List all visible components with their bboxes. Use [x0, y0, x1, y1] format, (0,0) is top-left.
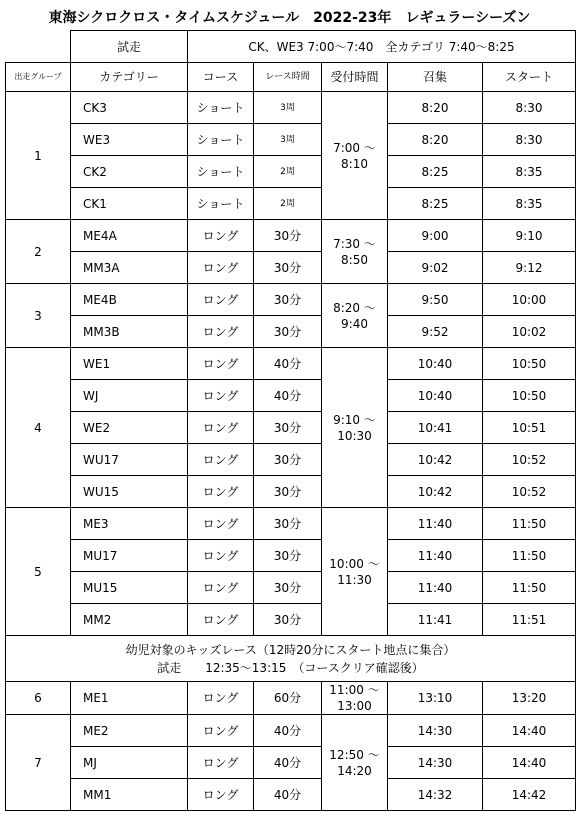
- start-time-cell: 11:51: [483, 604, 576, 636]
- category-cell: WE3: [71, 124, 188, 156]
- race-time-cell: 40分: [254, 348, 322, 380]
- call-time-cell: 11:40: [388, 572, 483, 604]
- course-cell: ロング: [188, 747, 254, 779]
- category-cell: MU15: [71, 572, 188, 604]
- start-time-cell: 14:42: [483, 779, 576, 811]
- reception-from: 12:50 ～: [329, 747, 380, 762]
- category-cell: WE2: [71, 412, 188, 444]
- call-time-cell: 14:30: [388, 715, 483, 747]
- race-time-cell: 3周: [254, 124, 322, 156]
- call-time-cell: 10:42: [388, 444, 483, 476]
- kids-race-line-2: 試走 12:35～13:15 （コースクリア確認後）: [157, 660, 424, 675]
- start-time-cell: 10:02: [483, 316, 576, 348]
- table-row: [6, 220, 576, 252]
- table-row: [6, 124, 576, 156]
- category-cell: ME4B: [71, 284, 188, 316]
- start-time-cell: 11:50: [483, 540, 576, 572]
- course-cell: ショート: [188, 124, 254, 156]
- course-cell: ロング: [188, 682, 254, 715]
- header-category: カテゴリー: [71, 63, 188, 92]
- course-cell: ロング: [188, 220, 254, 252]
- reception-to: 13:00: [337, 699, 372, 713]
- course-cell: ショート: [188, 188, 254, 220]
- start-time-cell: 8:35: [483, 188, 576, 220]
- race-time-cell: 40分: [254, 779, 322, 811]
- start-time-cell: 14:40: [483, 747, 576, 779]
- table-row: [6, 252, 576, 284]
- race-time-cell: 60分: [254, 682, 322, 715]
- course-cell: ロング: [188, 348, 254, 380]
- group-number: 5: [6, 508, 71, 636]
- start-time-cell: 10:00: [483, 284, 576, 316]
- start-time-cell: 10:50: [483, 380, 576, 412]
- race-time-cell: 30分: [254, 284, 322, 316]
- call-time-cell: 10:42: [388, 476, 483, 508]
- table-row: [6, 715, 576, 747]
- race-time-cell: 30分: [254, 316, 322, 348]
- table-row: [6, 348, 576, 380]
- reception-from: 7:30 ～: [333, 236, 376, 251]
- course-cell: ショート: [188, 156, 254, 188]
- reception-from: 8:20 ～: [333, 300, 376, 315]
- category-cell: WU17: [71, 444, 188, 476]
- start-time-cell: 8:30: [483, 124, 576, 156]
- table-row: [6, 156, 576, 188]
- category-cell: MM1: [71, 779, 188, 811]
- call-time-cell: 11:40: [388, 540, 483, 572]
- call-time-cell: 11:40: [388, 508, 483, 540]
- category-cell: CK1: [71, 188, 188, 220]
- call-time-cell: 8:25: [388, 156, 483, 188]
- category-cell: ME4A: [71, 220, 188, 252]
- course-cell: ロング: [188, 284, 254, 316]
- start-time-cell: 10:50: [483, 348, 576, 380]
- race-time-cell: 30分: [254, 444, 322, 476]
- table-row: [6, 284, 576, 316]
- course-cell: ロング: [188, 715, 254, 747]
- course-cell: ロング: [188, 572, 254, 604]
- category-cell: ME2: [71, 715, 188, 747]
- call-time-cell: 9:50: [388, 284, 483, 316]
- group-number: 7: [6, 715, 71, 811]
- course-cell: ロング: [188, 604, 254, 636]
- course-cell: ロング: [188, 779, 254, 811]
- category-cell: ME3: [71, 508, 188, 540]
- start-time-cell: 11:50: [483, 508, 576, 540]
- course-cell: ロング: [188, 380, 254, 412]
- schedule-table: [5, 30, 576, 811]
- kids-race-line-1: 幼児対象のキッズレース（12時20分にスタート地点に集合）: [125, 642, 456, 657]
- header-row: [6, 63, 576, 92]
- group-number: 6: [6, 682, 71, 715]
- start-time-cell: 10:52: [483, 476, 576, 508]
- call-time-cell: 14:32: [388, 779, 483, 811]
- category-cell: MM3A: [71, 252, 188, 284]
- call-time-cell: 9:02: [388, 252, 483, 284]
- start-time-cell: 9:12: [483, 252, 576, 284]
- category-cell: MJ: [71, 747, 188, 779]
- course-cell: ロング: [188, 508, 254, 540]
- category-cell: MM3B: [71, 316, 188, 348]
- start-time-cell: 8:30: [483, 92, 576, 124]
- course-cell: ロング: [188, 540, 254, 572]
- table-row: [6, 779, 576, 811]
- group-number: 4: [6, 348, 71, 508]
- course-cell: ロング: [188, 252, 254, 284]
- start-time-cell: 10:51: [483, 412, 576, 444]
- reception-cell: [322, 508, 388, 636]
- header-call: 召集: [388, 63, 483, 92]
- reception-from: 9:10 ～: [333, 412, 376, 427]
- table-row: [6, 604, 576, 636]
- header-course: コース: [188, 63, 254, 92]
- category-cell: MM2: [71, 604, 188, 636]
- course-cell: ロング: [188, 476, 254, 508]
- table-row: [6, 476, 576, 508]
- course-cell: ロング: [188, 412, 254, 444]
- race-time-cell: 2周: [254, 156, 322, 188]
- race-time-cell: 30分: [254, 572, 322, 604]
- race-time-cell: 30分: [254, 508, 322, 540]
- reception-to: 9:40: [341, 316, 368, 331]
- start-time-cell: 9:10: [483, 220, 576, 252]
- table-row: [6, 747, 576, 779]
- call-time-cell: 13:10: [388, 682, 483, 715]
- reception-cell: [322, 682, 388, 715]
- call-time-cell: 14:30: [388, 747, 483, 779]
- header-group: 出走グループ: [6, 63, 71, 92]
- category-cell: MU17: [71, 540, 188, 572]
- race-time-cell: 2周: [254, 188, 322, 220]
- start-time-cell: 11:50: [483, 572, 576, 604]
- table-row: [6, 412, 576, 444]
- header-start: スタート: [483, 63, 576, 92]
- course-cell: ロング: [188, 444, 254, 476]
- start-time-cell: 14:40: [483, 715, 576, 747]
- call-time-cell: 9:52: [388, 316, 483, 348]
- reception-to: 8:50: [341, 252, 368, 267]
- call-time-cell: 8:20: [388, 124, 483, 156]
- table-row: [6, 316, 576, 348]
- category-cell: CK2: [71, 156, 188, 188]
- category-cell: WJ: [71, 380, 188, 412]
- table-row: [6, 92, 576, 124]
- reception-to: 10:30: [337, 428, 372, 443]
- course-cell: ショート: [188, 92, 254, 124]
- reception-to: 11:30: [337, 572, 372, 587]
- reception-cell: [322, 284, 388, 348]
- call-time-cell: 8:25: [388, 188, 483, 220]
- call-time-cell: 8:20: [388, 92, 483, 124]
- course-cell: ロング: [188, 316, 254, 348]
- race-time-cell: 30分: [254, 476, 322, 508]
- table-row: [6, 188, 576, 220]
- header-race-time: レース時間: [254, 63, 322, 92]
- start-time-cell: 8:35: [483, 156, 576, 188]
- table-row: [6, 380, 576, 412]
- page-title: 東海シクロクロス・タイムスケジュール 2022-23年 レギュラーシーズン: [48, 10, 531, 26]
- race-time-cell: 3周: [254, 92, 322, 124]
- table-row: [6, 540, 576, 572]
- reception-cell: [322, 715, 388, 811]
- call-time-cell: 10:40: [388, 348, 483, 380]
- group-number: 3: [6, 284, 71, 348]
- race-time-cell: 40分: [254, 747, 322, 779]
- start-time-cell: 13:20: [483, 682, 576, 715]
- reception-from: 10:00 ～: [329, 556, 380, 571]
- table-row: [6, 572, 576, 604]
- call-time-cell: 10:40: [388, 380, 483, 412]
- call-time-cell: 9:00: [388, 220, 483, 252]
- reception-cell: [322, 92, 388, 220]
- race-time-cell: 30分: [254, 604, 322, 636]
- reception-cell: [322, 348, 388, 508]
- reception-to: 14:20: [337, 763, 372, 778]
- call-time-cell: 11:41: [388, 604, 483, 636]
- group-number: 1: [6, 92, 71, 220]
- kids-race-row: [6, 636, 576, 682]
- start-time-cell: 10:52: [483, 444, 576, 476]
- category-cell: WU15: [71, 476, 188, 508]
- reception-to: 8:10: [341, 156, 368, 171]
- race-time-cell: 40分: [254, 380, 322, 412]
- race-time-cell: 30分: [254, 540, 322, 572]
- trial-row: [6, 31, 576, 63]
- category-cell: WE1: [71, 348, 188, 380]
- call-time-cell: 10:41: [388, 412, 483, 444]
- race-time-cell: 30分: [254, 412, 322, 444]
- table-row: [6, 508, 576, 540]
- reception-cell: [322, 220, 388, 284]
- reception-from: 7:00 ～: [333, 140, 376, 155]
- category-cell: CK3: [71, 92, 188, 124]
- race-time-cell: 30分: [254, 220, 322, 252]
- table-row: [6, 444, 576, 476]
- trial-times: CK、WE3 7:00～7:40 全カテゴリ 7:40～8:25: [188, 31, 576, 63]
- table-row: [6, 682, 576, 715]
- race-time-cell: 40分: [254, 715, 322, 747]
- reception-from: 11:00 ～: [329, 683, 380, 697]
- category-cell: ME1: [71, 682, 188, 715]
- trial-label: 試走: [71, 31, 188, 63]
- group-number: 2: [6, 220, 71, 284]
- header-reception: 受付時間: [322, 63, 388, 92]
- kids-race-info: [6, 636, 576, 682]
- race-time-cell: 30分: [254, 252, 322, 284]
